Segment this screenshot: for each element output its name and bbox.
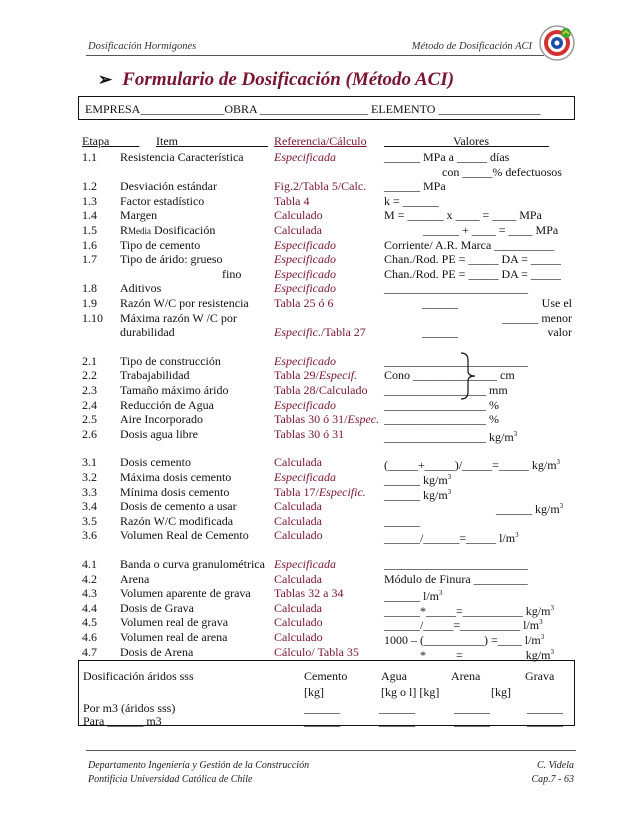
row-item-label: Dosis de Grava	[120, 600, 194, 615]
row-item-label: Máxima dosis cemento	[120, 470, 232, 484]
row-stage-number: 1.7	[82, 252, 97, 267]
row-value-field: Chan./Rod. PE = _____ DA = _____	[384, 252, 561, 267]
row-stage-number: 1.2	[82, 179, 97, 194]
row-item-label: Volumen aparente de grava	[120, 586, 251, 601]
row-value-field: _________________ %	[384, 397, 499, 412]
row-value-field: Módulo de Finura _________	[384, 571, 528, 586]
row-item-label: Banda o curva granulométrica	[120, 557, 265, 571]
row-stage-number: 3.4	[82, 499, 97, 514]
row-stage-number: 2.1	[82, 353, 97, 368]
footer-department: Departamento Ingeniería y Gestión de la Construcción	[88, 760, 310, 771]
row-stage-number: 3.5	[82, 513, 97, 528]
row-item-label: Tipo de cemento	[120, 237, 201, 252]
dosage-form-table	[78, 120, 575, 662]
unit-agua-arena: [kg o l] [kg]	[381, 685, 440, 699]
unit-grava: [kg]	[491, 685, 511, 699]
row-stage-number: 2.3	[82, 383, 97, 397]
row-para-label: Para ______ m3	[83, 714, 162, 728]
row-value-field: ______*_____=__________ $kg/m^3$	[384, 647, 554, 662]
row-item-label: Dosis de cemento a usar	[120, 499, 237, 514]
row-value-field: ______ $kg/m^3$	[496, 502, 564, 517]
row-value-field: ______ MPa	[384, 179, 446, 194]
row-stage-number: 1.3	[82, 193, 97, 208]
company-work-element-line: EMPRESA______________OBRA __________________ ELEMENTO _________________	[85, 102, 541, 116]
row-value-field: ______	[384, 513, 420, 528]
row-reference: Especificado	[274, 281, 336, 296]
row-reference: Fig.2/Tabla 5/Calc.	[274, 179, 367, 194]
row-value-field: ______/_____=__________ $l/m^3$	[384, 618, 543, 633]
row-value-field: M = ______ x ____ = ____ MPa	[384, 208, 542, 223]
row-stage-number: 4.7	[82, 644, 97, 659]
row-item-label: Dosis agua libre	[120, 426, 198, 441]
row-value-field: Cono ______________ cm	[384, 368, 515, 383]
row-stage-number: 3.1	[82, 455, 97, 470]
row-item-label: Dosis cemento	[120, 455, 191, 470]
row-reference: Calculado	[274, 630, 323, 644]
row-reference: Especificada	[274, 470, 336, 484]
row-value-field: Chan./Rod. PE = _____ DA = _____	[384, 266, 561, 281]
row-stage-number: 4.4	[82, 600, 97, 615]
row-stage-number: 4.1	[82, 557, 97, 571]
row-stage-number: 1.5	[82, 223, 97, 237]
row-reference: Especificado	[274, 237, 336, 252]
header-referencia: Referencia/Cálculo	[274, 134, 367, 148]
row-stage-number: 2.2	[82, 368, 97, 383]
row-item-label: Volumen real de grava	[120, 615, 229, 630]
row-stage-number: 1.8	[82, 281, 97, 296]
row-item-label: durabilidad	[120, 325, 175, 340]
row-reference: Tabla 29/Especif.	[274, 368, 358, 383]
row-value-field: ________________________	[384, 353, 528, 368]
right-brace-icon	[458, 352, 482, 400]
blank-field: ______	[379, 714, 415, 728]
blank-field: ______	[527, 714, 563, 728]
row-item-label: Arena	[120, 571, 150, 586]
row-reference: Tabla 4	[274, 193, 310, 208]
row-stage-number: 3.6	[82, 528, 97, 543]
row-side-note: Use el	[541, 296, 572, 310]
row-value-field: con _____% defectuosos	[442, 164, 562, 179]
row-value-field: ______/______=_____ $l/m^3$	[384, 531, 519, 546]
row-reference: Especificado	[274, 353, 336, 368]
row-item-label: Volumen Real de Cemento	[120, 528, 249, 543]
row-item-label: Máxima razón W /C por	[120, 310, 237, 325]
row-item-label: RMedia Dosificación	[120, 223, 216, 237]
row-value-field: _________________ %	[384, 412, 499, 427]
row-stage-number: 3.2	[82, 470, 97, 484]
row-reference: Calculada	[274, 455, 322, 470]
row-reference: Calculada	[274, 513, 322, 528]
row-stage-number: 2.5	[82, 412, 97, 427]
row-reference: Calculado	[274, 208, 323, 223]
row-value-field: ______ $kg/m^3$	[384, 473, 452, 487]
arrow-bullet-icon: ➢	[98, 70, 113, 89]
row-reference: Especificado	[274, 266, 336, 281]
footer-university: Pontificia Universidad Católica de Chile	[88, 774, 253, 785]
row-value-field: ______ + ____ = ____ MPa	[423, 223, 559, 237]
row-reference: Cálculo/ Tabla 35	[274, 644, 359, 659]
row-reference: Tabla 28/Calculado	[274, 383, 368, 397]
row-reference: Calculado	[274, 528, 323, 543]
row-value-field: ______ $kg/m^3$	[384, 487, 452, 502]
row-value-field: ________________________	[384, 557, 528, 571]
row-item-label: Trabajabilidad	[120, 368, 190, 383]
row-item-label: fino	[222, 266, 242, 281]
row-value-field: ______ $l/m^3$	[384, 589, 443, 604]
row-item-label: Tipo de árido: grueso	[120, 252, 223, 267]
row-value-field: 1000 – (__________) =____ $l/m^3$	[384, 633, 545, 647]
company-info-box	[78, 96, 575, 120]
page-header	[86, 40, 544, 56]
row-stage-number: 4.5	[82, 615, 97, 630]
row-value-field: _________________ $kg/m^3$	[384, 429, 518, 444]
row-stage-number: 1.1	[82, 150, 97, 164]
row-reference: Tabla 25 ó 6	[274, 296, 334, 310]
row-item-label: Resistencia Característica	[120, 150, 244, 164]
row-reference: Especificada	[274, 150, 336, 164]
row-item-label: Reducción de Agua	[120, 397, 214, 412]
row-item-label: Volumen real de arena	[120, 630, 228, 644]
row-value-field: (_____+_____)/_____=_____ $kg/m^3$	[384, 458, 561, 473]
row-stage-number: 4.2	[82, 571, 97, 586]
row-item-label: Mínima dosis cemento	[120, 484, 230, 499]
row-stage-number: 2.6	[82, 426, 97, 441]
row-item-label: Tamaño máximo árido	[120, 383, 229, 397]
page-footer	[86, 750, 576, 789]
target-logo-icon	[537, 23, 577, 63]
form-title	[98, 68, 454, 92]
row-reference: Especificado	[274, 397, 336, 412]
form-title-text: Formulario de Dosificación (Método ACI)	[122, 69, 455, 90]
row-value-field: ______	[422, 296, 458, 310]
row-item-label: Factor estadístico	[120, 193, 205, 208]
row-item-label: Dosis de Arena	[120, 644, 194, 659]
row-per-m3-label: Por m3 (áridos sss)	[83, 701, 176, 715]
col-cemento: Cemento	[304, 669, 348, 683]
blank-field: ______	[379, 701, 415, 715]
row-stage-number: 4.3	[82, 586, 97, 601]
row-stage-number: 1.6	[82, 237, 97, 252]
summary-title: Dosificación áridos sss	[83, 669, 194, 683]
row-item-label: Margen	[120, 208, 158, 223]
blank-field: ______	[527, 701, 563, 715]
row-reference: Tablas 30 ó 31/Espec.	[274, 412, 380, 427]
row-reference: Especificada	[274, 557, 336, 571]
header-valores: Valores	[453, 134, 489, 148]
row-reference: Especific./Tabla 27	[274, 325, 366, 340]
blank-field: ______	[454, 714, 490, 728]
row-stage-number: 2.4	[82, 397, 97, 412]
row-reference: Calculada	[274, 499, 322, 514]
row-stage-number: 1.10	[82, 310, 103, 325]
row-value-field: _________________ mm	[384, 383, 508, 397]
row-item-label: Aditivos	[120, 281, 162, 296]
row-reference: Tablas 30 ó 31	[274, 426, 345, 441]
header-right-text: Método de Dosificación ACI	[411, 41, 532, 52]
blank-field: ______	[454, 701, 490, 715]
col-arena: Arena	[451, 669, 481, 683]
footer-page-number: Cap.7 - 63	[531, 774, 574, 785]
row-reference: Tabla 17/Especific.	[274, 484, 366, 499]
dosage-summary-box	[78, 660, 575, 726]
row-value-field: ______	[422, 325, 458, 340]
blank-field: ______	[304, 701, 340, 715]
blank-field: ______	[304, 714, 340, 728]
row-value-field: k = ______	[384, 193, 439, 208]
row-value-field: ______*_____=__________ $kg/m^3$	[384, 603, 554, 618]
row-reference: Calculada	[274, 600, 322, 615]
col-grava: Grava	[525, 669, 555, 683]
row-value-field: Corriente/ A.R. Marca __________	[384, 237, 555, 252]
footer-author: C. Videla	[536, 760, 574, 771]
row-item-label: Razón W/C modificada	[120, 513, 234, 528]
row-reference: Especificado	[274, 252, 336, 267]
row-item-label: Razón W/C por resistencia	[120, 296, 249, 310]
row-value-field: ________________________	[384, 281, 528, 296]
row-reference: Calculada	[274, 223, 322, 237]
row-stage-number: 1.9	[82, 296, 97, 310]
row-item-label: Desviación estándar	[120, 179, 217, 194]
header-left-text: Dosificación Hormigones	[88, 41, 197, 52]
row-stage-number: 3.3	[82, 484, 97, 499]
row-side-note: valor	[547, 325, 572, 340]
row-value-field: ______ MPa a _____ días	[384, 150, 510, 164]
row-item-label: Aire Incorporado	[120, 412, 203, 427]
row-reference: Calculado	[274, 615, 323, 630]
row-stage-number: 4.6	[82, 630, 97, 644]
header-etapa: Etapa	[82, 134, 110, 148]
col-agua: Agua	[381, 669, 407, 683]
row-item-label: Tipo de construcción	[120, 353, 221, 368]
row-side-note: ______ menor	[502, 310, 572, 325]
row-reference: Tablas 32 a 34	[274, 586, 344, 601]
row-stage-number: 1.4	[82, 208, 97, 223]
header-item: Item	[156, 134, 178, 148]
unit-cemento: [kg]	[304, 685, 324, 699]
row-reference: Calculada	[274, 571, 322, 586]
